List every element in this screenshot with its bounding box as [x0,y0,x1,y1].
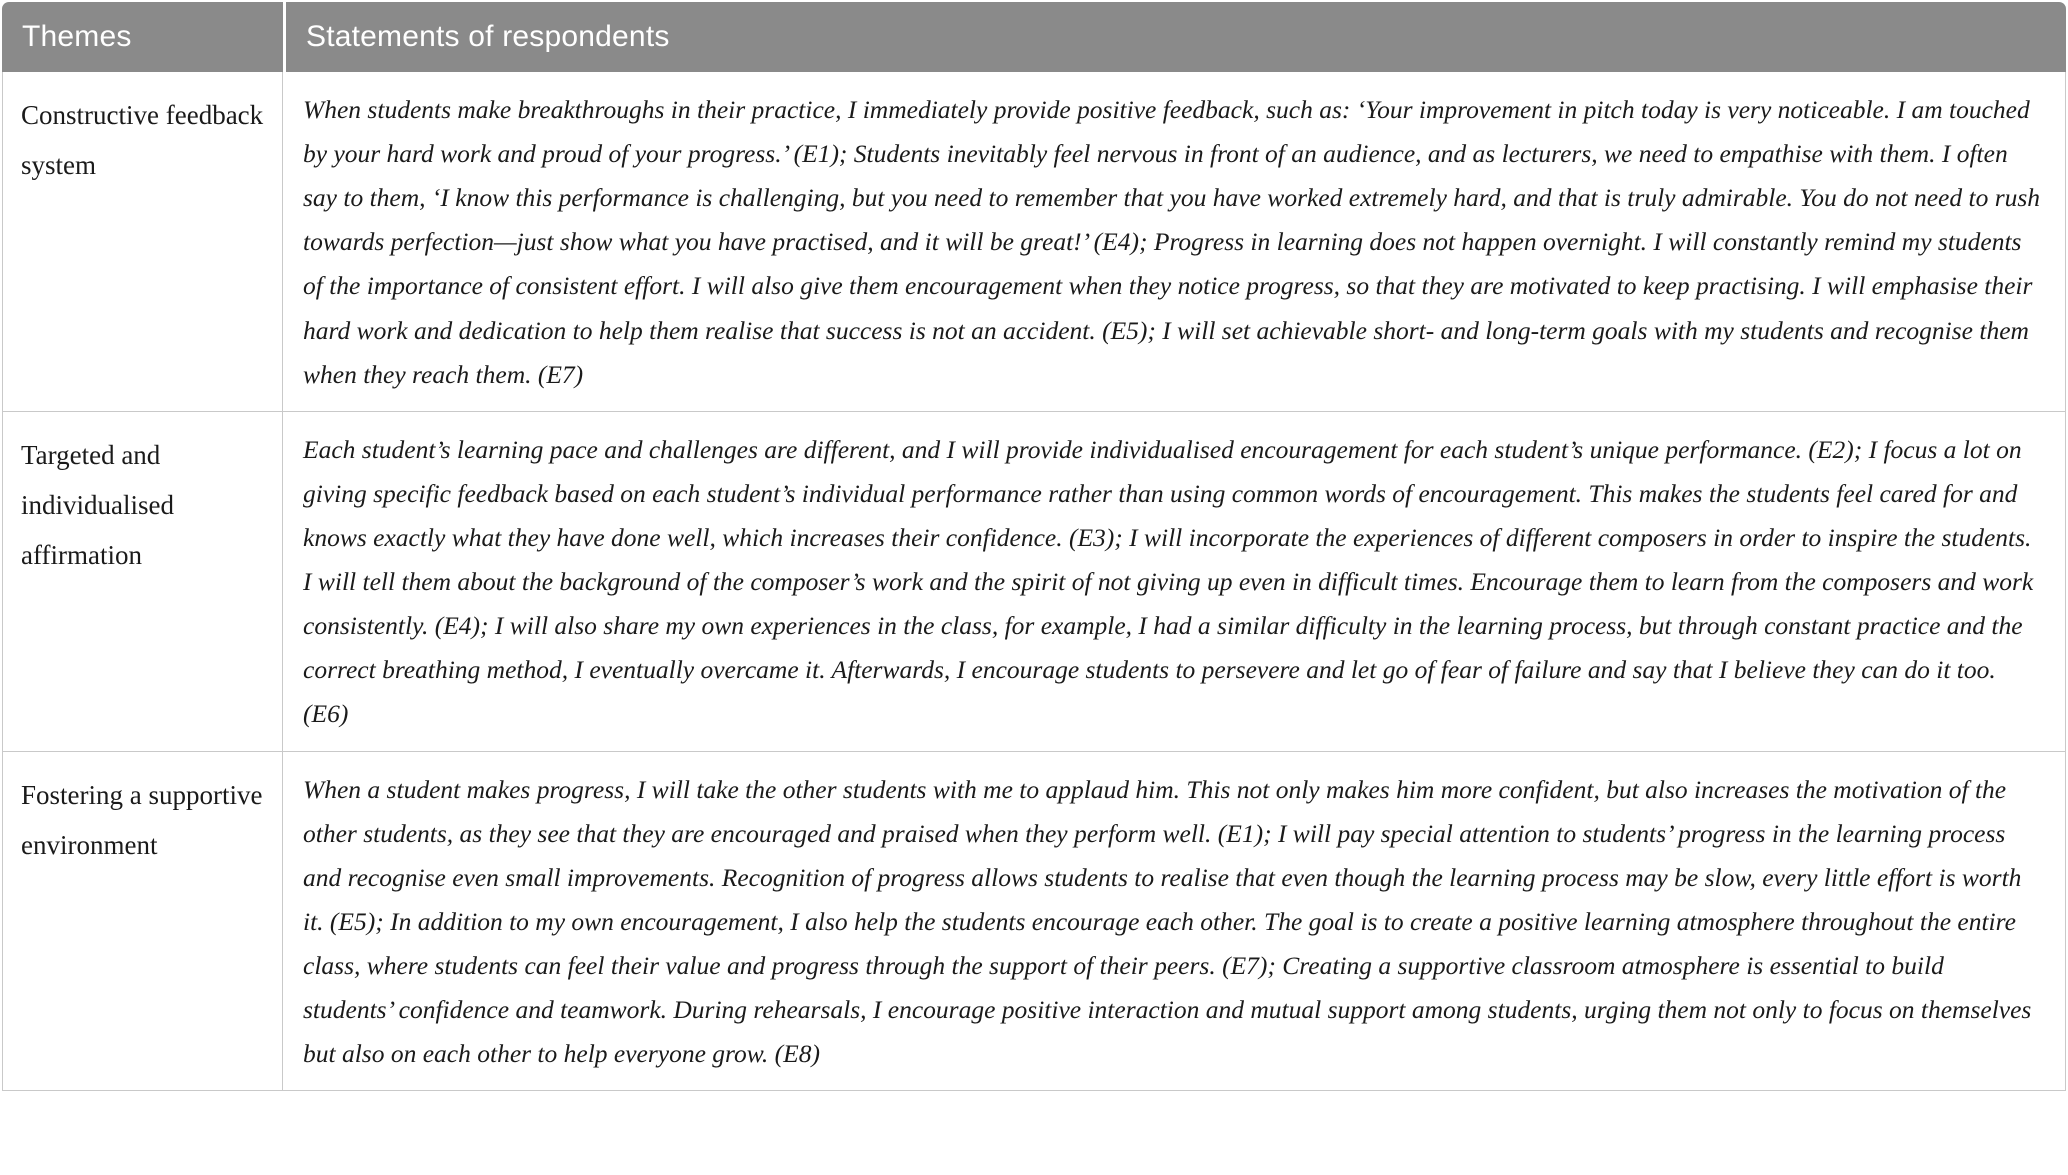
theme-cell-constructive-feedback: Constructive feedback system [2,72,283,412]
theme-cell-targeted-affirmation: Targeted and individualised affirmation [2,412,283,752]
theme-cell-supportive-environment: Fostering a supportive environment [2,752,283,1092]
statement-cell-constructive-feedback: When students make breakthroughs in their practice, I immediately provide positive feedback, such as: ‘Your improvement in pitch today is very noticeable. I am touched by your hard work and proud of your progress.’ (E1); Students inevitably feel nervous in front of an audience, and as lecturers, we need to empathise with them. I often say to them, ‘I know this performance is challenging, but you need to remember that you have worked extremely hard, and that is truly admirable. You do not need to rush towards perfection—just show what you have practised, and it will be great!’ (E4); Progress in learning does not happen overnight. I will constantly remind my students of the importance of consistent effort. I will also give them encouragement when they notice progress, so that they are motivated to keep practising. I will emphasise their hard work and dedication to help them realise that success is not an accident. (E5); I will set achievable short- and long-term goals with my students and recognise them when they reach them. (E7) [283,72,2066,412]
table-row [2,72,2066,412]
themes-statements-table [2,2,2066,1091]
column-header-statements: Statements of respondents [283,2,2066,72]
statement-cell-targeted-affirmation: Each student’s learning pace and challenges are different, and I will provide individualised encouragement for each student’s unique performance. (E2); I focus a lot on giving specific feedback based on each student’s individual performance rather than using common words of encouragement. This makes the students feel cared for and knows exactly what they have done well, which increases their confidence. (E3); I will incorporate the experiences of different composers in order to inspire the students. I will tell them about the background of the composer’s work and the spirit of not giving up even in difficult times. Encourage them to learn from the composers and work consistently. (E4); I will also share my own experiences in the class, for example, I had a similar difficulty in the learning process, but through constant practice and the correct breathing method, I eventually overcame it. Afterwards, I encourage students to persevere and let go of fear of failure and say that I believe they can do it too. (E6) [283,412,2066,752]
table-row [2,752,2066,1092]
column-header-themes: Themes [2,2,283,72]
table-header-row [2,2,2066,72]
table-row [2,412,2066,752]
statement-cell-supportive-environment: When a student makes progress, I will take the other students with me to applaud him. This not only makes him more confident, but also increases the motivation of the other students, as they see that they are encouraged and praised when they perform well. (E1); I will pay special attention to students’ progress in the learning process and recognise even small improvements. Recognition of progress allows students to realise that even though the learning process may be slow, every little effort is worth it. (E5); In addition to my own encouragement, I also help the students encourage each other. The goal is to create a positive learning atmosphere throughout the entire class, where students can feel their value and progress through the support of their peers. (E7); Creating a supportive classroom atmosphere is essential to build students’ confidence and teamwork. During rehearsals, I encourage positive interaction and mutual support among students, urging them not only to focus on themselves but also on each other to help everyone grow. (E8) [283,752,2066,1092]
